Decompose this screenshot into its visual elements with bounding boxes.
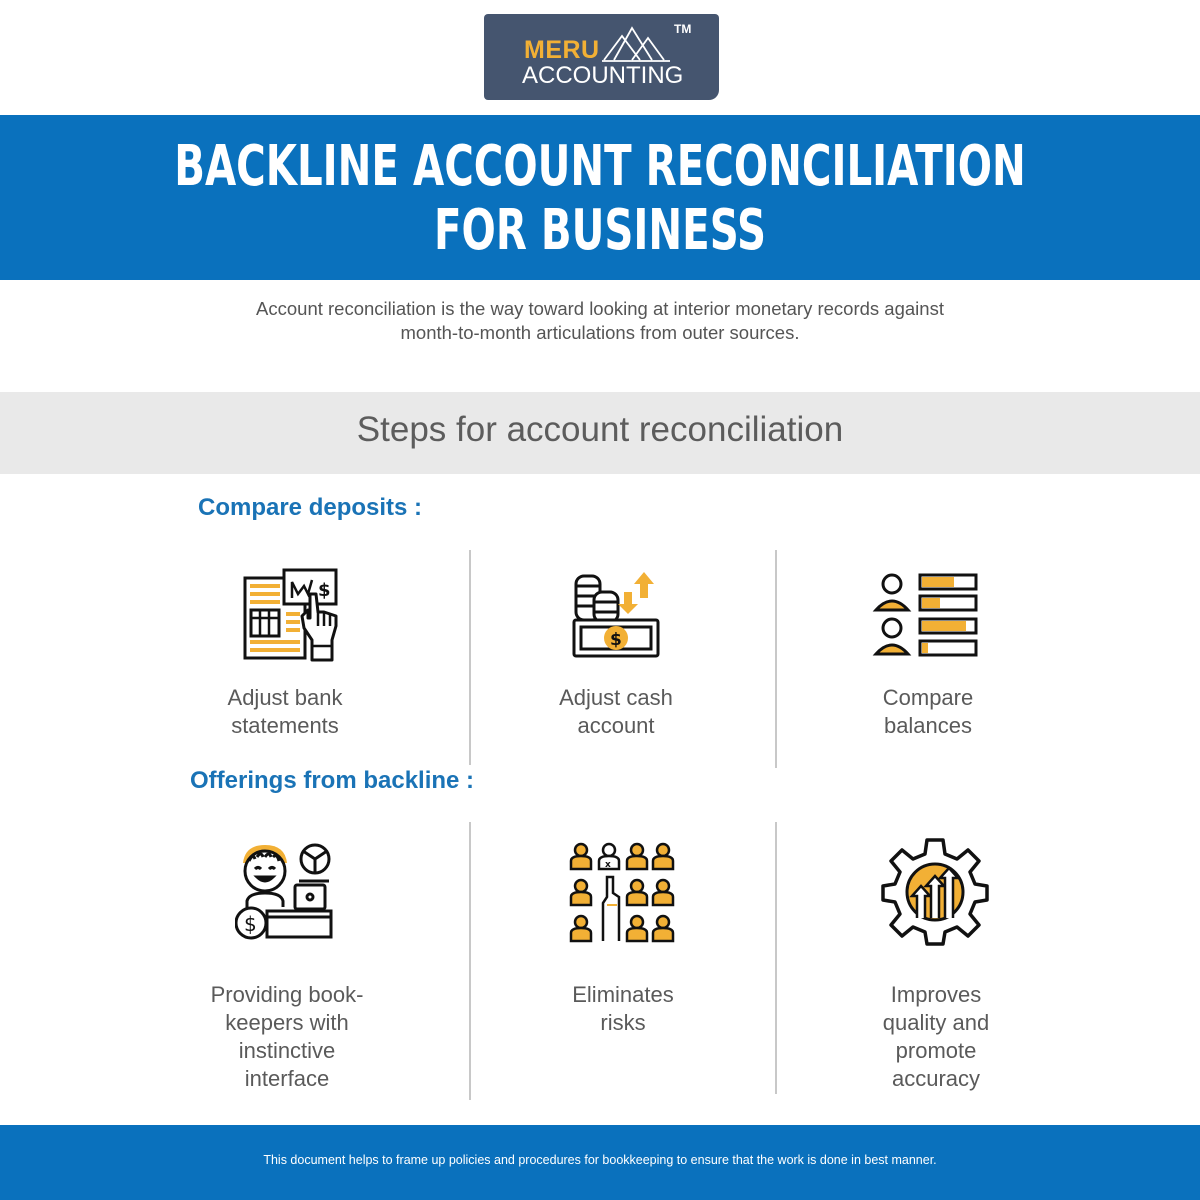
intro-line-2: month-to-month articulations from outer sources. (400, 322, 800, 343)
meru-accounting-logo (484, 14, 719, 100)
column-divider (775, 550, 777, 768)
eliminate-risk-people-icon (569, 841, 677, 945)
svg-text:$: $ (244, 912, 257, 936)
steps-heading: Steps for account reconciliation (356, 410, 844, 449)
footer-banner (0, 1125, 1200, 1200)
title-banner (0, 115, 1200, 280)
item-label: Adjust cash account (559, 685, 673, 738)
intro-paragraph (150, 297, 1050, 345)
item-label: Adjust bank statements (227, 685, 343, 738)
logo-trademark: TM (674, 22, 692, 36)
footer-text: This document helps to frame up policies and procedures for bookkeeping to ensure that the work is done in best manner. (263, 1153, 937, 1167)
gear-growth-icon (880, 837, 990, 947)
svg-text:x: x (605, 860, 611, 870)
intro-line-1: Account reconciliation is the way toward looking at interior monetary records against (256, 298, 944, 319)
section-heading-compare-deposits: Compare deposits : (198, 494, 423, 521)
steps-band (0, 392, 1200, 474)
logo-brand-bottom: ACCOUNTING (522, 62, 684, 89)
svg-text:$: $ (318, 580, 331, 601)
mountain-logo-icon (602, 24, 672, 64)
bookkeeper-desk-icon (235, 841, 335, 941)
page-title (168, 135, 1032, 263)
item-label: Eliminates risks (572, 982, 674, 1035)
cash-coins-arrows-icon (572, 570, 662, 660)
column-divider (775, 822, 777, 1094)
item-improves-quality (836, 835, 1036, 1095)
svg-text:$: $ (610, 630, 622, 650)
page-title-line-2: FOR BUSINESS (434, 198, 766, 263)
compare-balances-users-icon (872, 572, 982, 658)
page-title-line-1: BACKLINE ACCOUNT RECONCILIATION (174, 134, 1026, 199)
item-label: Providing book- keepers with instinctive interface (210, 982, 364, 1091)
column-divider (469, 550, 471, 765)
item-adjust-bank-statements (185, 560, 385, 750)
item-bookkeepers-interface (187, 835, 387, 1095)
bank-statement-chart-icon (242, 566, 338, 662)
logo-brand-top: MERU (524, 36, 600, 64)
item-label: Improves quality and promote accuracy (882, 982, 990, 1091)
column-divider (469, 822, 471, 1100)
item-compare-balances (828, 560, 1028, 750)
item-adjust-cash-account (516, 560, 716, 750)
item-eliminates-risks (523, 835, 723, 1095)
item-label: Compare balances (882, 685, 974, 738)
section-heading-offerings: Offerings from backline : (190, 767, 475, 794)
